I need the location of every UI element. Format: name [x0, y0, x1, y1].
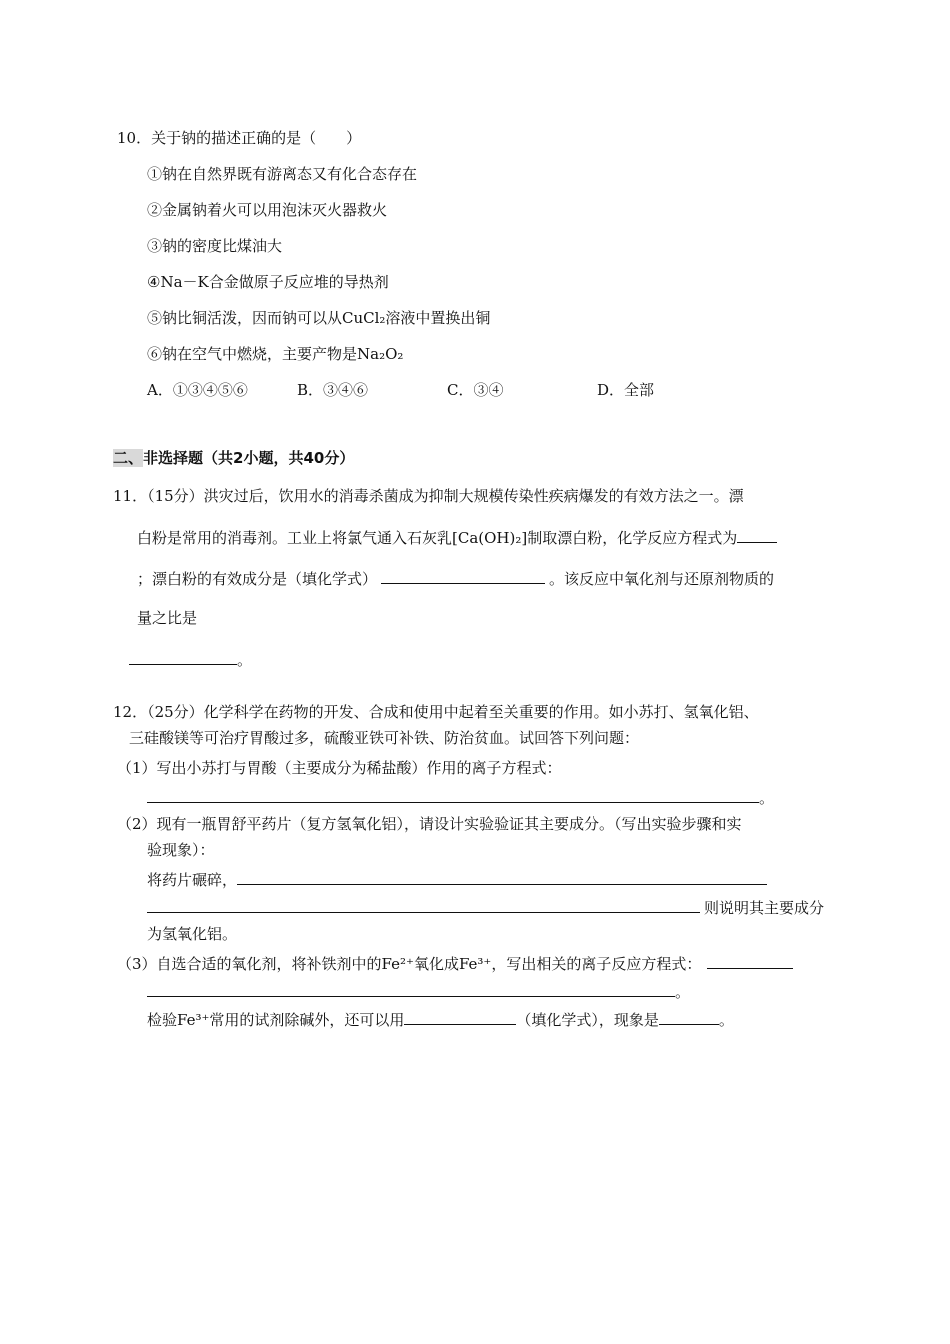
q10-statement-5: ⑤钠比铜活泼，因而钠可以从CuCl₂溶液中置换出铜: [147, 309, 491, 327]
q12-part-1-answer-line: [147, 786, 774, 808]
q12-part-3-text-c-a: 检验Fe³⁺常用的试剂除碱外，还可以用: [147, 1011, 405, 1029]
q12-part-2-text-c: 将药片碾碎，: [147, 871, 238, 889]
q12-part-2-blank-2[interactable]: [147, 896, 700, 913]
q11-line-1: 11．（15分）洪灾过后，饮用水的消毒杀菌成为抑制大规模传染性疾病爆发的有效方法之一。漂: [113, 487, 744, 505]
q11-line-3: [137, 567, 774, 589]
section-title: 非选择题（共2小题，共40分）: [143, 449, 355, 467]
q12-part-2-line-b: 验现象）：: [147, 841, 215, 859]
q12-part-3-blank-1[interactable]: [707, 952, 793, 969]
section-number: 二、: [113, 449, 144, 467]
q12-part-1: （1）写出小苏打与胃酸（主要成分为稀盐酸）作用的离子方程式：: [117, 759, 562, 777]
q10-statement-4: ④Na－K合金做原子反应堆的导热剂: [147, 273, 389, 291]
q11-line-3-text-b: 。该反应中氧化剂与还原剂物质的: [549, 570, 775, 588]
q12-part-2-text-d: 则说明其主要成分: [704, 899, 825, 917]
q10-stem: 10．关于钠的描述正确的是（ ）: [117, 129, 362, 147]
q10-statement-6: ⑥钠在空气中燃烧，主要产物是Na₂O₂: [147, 345, 404, 363]
q11-ratio-blank[interactable]: [129, 648, 237, 665]
q10-option-a: A．①③④⑤⑥: [147, 381, 248, 399]
q12-part-1-blank[interactable]: [147, 786, 759, 803]
q12-part-2-line-c: [147, 868, 767, 890]
q11-equation-blank[interactable]: [737, 526, 777, 543]
q11-formula-blank[interactable]: [381, 567, 545, 584]
q12-part-2-line-a: （2）现有一瓶胃舒平药片（复方氢氧化铝），请设计实验验证其主要成分。（写出实验步骤和实: [117, 815, 742, 833]
q11-line-4: 量之比是: [137, 609, 198, 627]
q12-part-3-line-c: [147, 1008, 734, 1030]
q12-phenomenon-blank[interactable]: [659, 1008, 719, 1025]
q12-part-3-blank-2[interactable]: [147, 980, 675, 997]
q12-part-3-line-a: [117, 952, 793, 974]
q11-line-5: [129, 648, 252, 670]
q12-reagent-blank[interactable]: [404, 1008, 516, 1025]
q12-part-3-line-b: [147, 980, 690, 1002]
q12-part-3-text-c-b: （填化学式），现象是: [516, 1011, 659, 1029]
q12-part-3-text-c-end: 。: [718, 1011, 734, 1029]
q12-part-3-text-a: （3）自选合适的氧化剂，将补铁剂中的Fe²⁺氧化成Fe³⁺，写出相关的离子反应方程式：: [117, 955, 702, 973]
q12-part-3-end: 。: [675, 983, 691, 1001]
section-heading: [113, 448, 354, 468]
q10-option-b: B．③④⑥: [297, 381, 369, 399]
q10-statement-1: ①钠在自然界既有游离态又有化合态存在: [147, 165, 418, 183]
q12-part-2-line-e: 为氢氧化铝。: [147, 925, 238, 943]
q12-part-2-blank-1[interactable]: [237, 868, 767, 885]
q11-line-2-text: 白粉是常用的消毒剂。工业上将氯气通入石灰乳[Ca(OH)₂]制取漂白粉，化学反应方程式为: [137, 529, 738, 547]
q10-option-d: D．全部: [597, 381, 655, 399]
q12-line-1: 12．（25分）化学科学在药物的开发、合成和使用中起着至关重要的作用。如小苏打、氢氧化铝、: [113, 703, 759, 721]
q10-statement-2: ②金属钠着火可以用泡沫灭火器救火: [147, 201, 388, 219]
q11-line-5-end: 。: [237, 651, 253, 669]
q11-line-2: [137, 526, 777, 548]
q12-part-1-end: 。: [759, 789, 775, 807]
q10-option-c: C．③④: [447, 381, 504, 399]
q10-statement-3: ③钠的密度比煤油大: [147, 237, 283, 255]
q11-line-3-text-a: ；漂白粉的有效成分是（填化学式）: [137, 570, 378, 588]
q12-line-2: 三硅酸镁等可治疗胃酸过多，硫酸亚铁可补铁、防治贫血。试回答下列问题：: [129, 729, 640, 747]
q12-part-2-line-d: [147, 896, 824, 918]
